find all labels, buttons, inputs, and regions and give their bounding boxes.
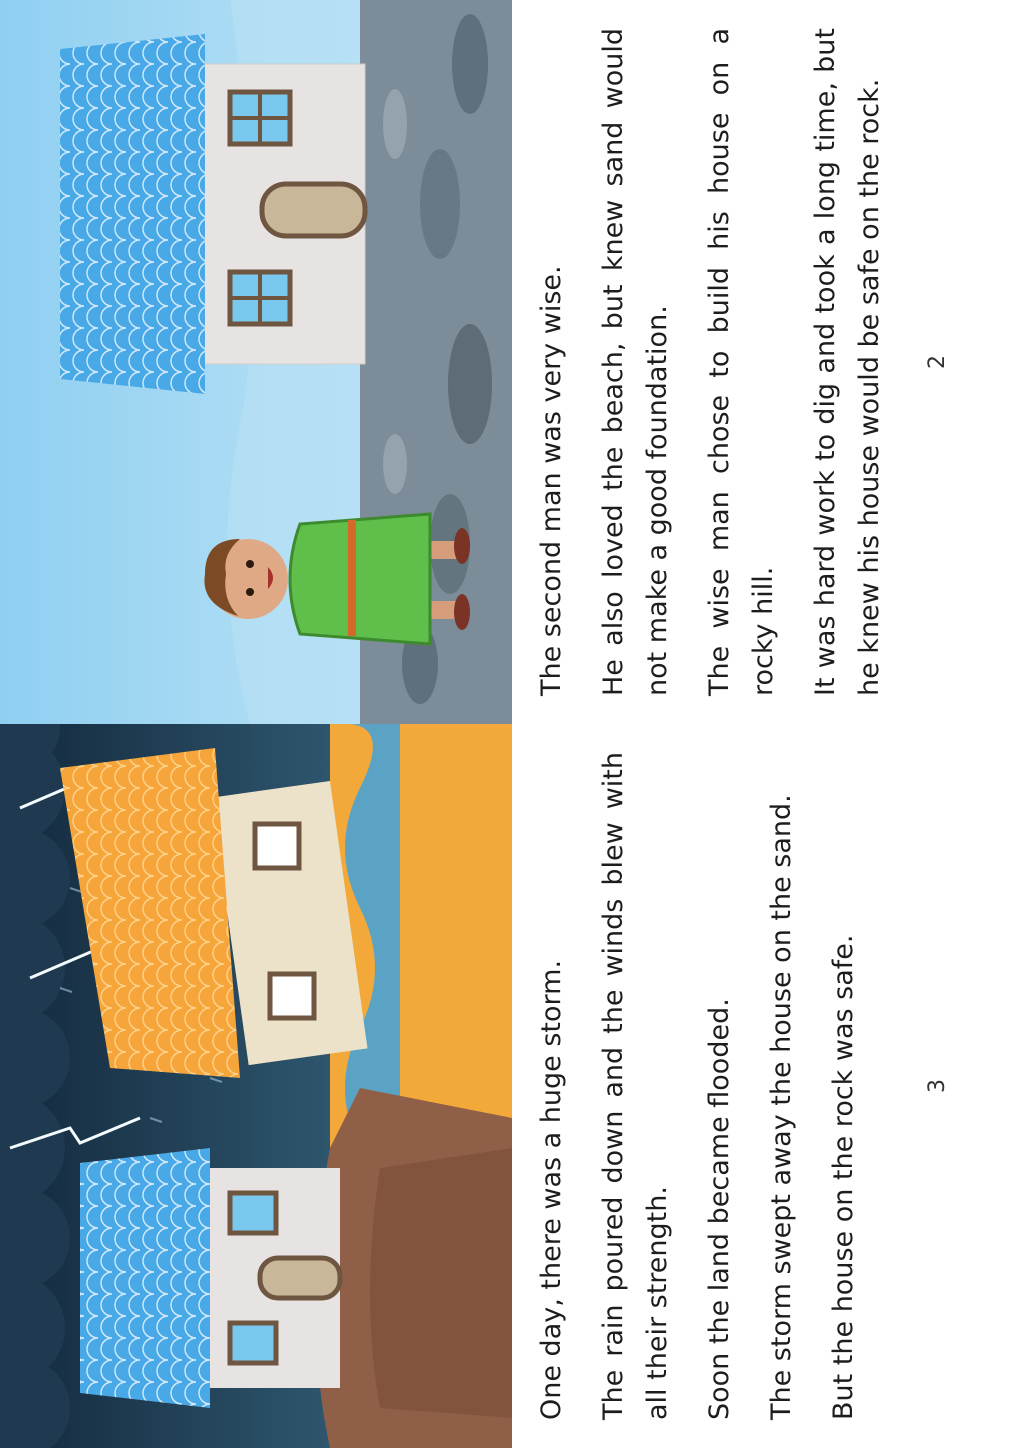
story-paragraph: The second man was very wise. bbox=[536, 265, 567, 696]
house-on-sand bbox=[60, 748, 368, 1078]
story-paragraph: The storm swept away the house on the sand. bbox=[766, 794, 797, 1420]
wise-man-house-illustration bbox=[0, 0, 512, 724]
page-number: 2 bbox=[925, 355, 950, 369]
storm-illustration bbox=[0, 724, 512, 1448]
story-paragraph: One day, there was a huge storm. bbox=[536, 959, 567, 1420]
story-paragraph: But the house on the rock was safe. bbox=[828, 934, 859, 1420]
story-paragraph: It was hard work to dig and took a long time, but he knew his house would be safe on the rock. bbox=[810, 28, 885, 696]
house-on-rock bbox=[60, 34, 365, 394]
story-paragraph: He also loved the beach, but knew sand would not make a good foundation. bbox=[598, 28, 673, 696]
house-on-rock bbox=[80, 1148, 340, 1408]
story-paragraph: The rain poured down and the winds blew with all their strength. bbox=[598, 752, 673, 1420]
story-paragraph: The wise man chose to build his house on a rocky hill. bbox=[704, 28, 779, 696]
story-paragraph: Soon the land became flooded. bbox=[704, 998, 735, 1420]
page-3-text bbox=[530, 752, 884, 1420]
page-2-text bbox=[530, 28, 910, 696]
page-number: 3 bbox=[925, 1079, 950, 1093]
book-page-3 bbox=[0, 724, 1024, 1448]
